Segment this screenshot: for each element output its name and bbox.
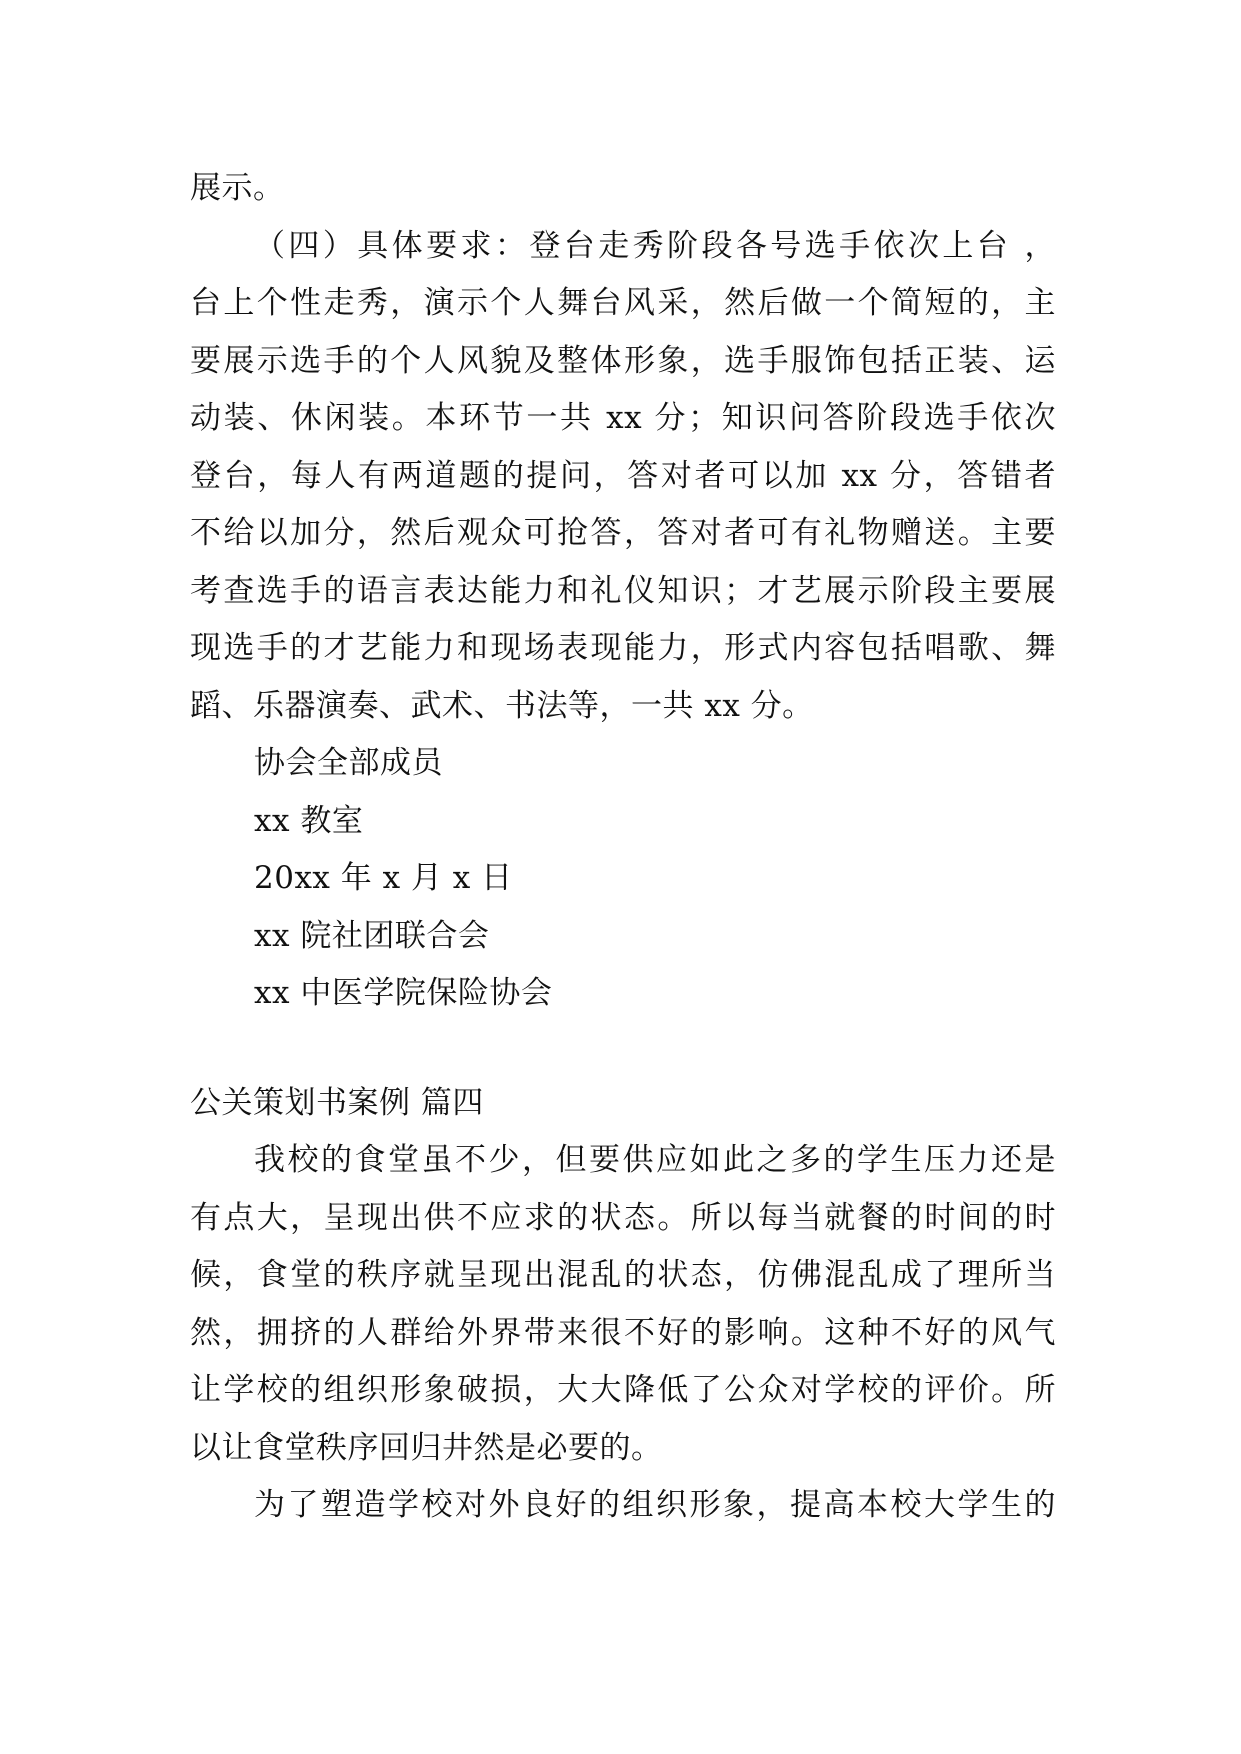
text-line: 考查选手的语言表达能力和礼仪知识；才艺展示阶段主要展 — [190, 572, 1056, 609]
info-location: xx 教室 — [254, 802, 364, 839]
section-heading: 公关策划书案例 篇四 — [190, 1084, 484, 1121]
info-list — [190, 735, 1056, 1023]
info-participants: 协会全部成员 — [254, 745, 443, 781]
info-organizer: xx 院社团联合会 — [254, 917, 490, 954]
text-line: 动装、休闲装。本环节一共 xx 分；知识问答阶段选手依次 — [190, 400, 1056, 436]
paragraph-canteen — [190, 1132, 1056, 1477]
text-line: 蹈、乐器演奏、武术、书法等，一共 xx 分。 — [190, 687, 814, 724]
text-line: 然，拥挤的人群给外界带来很不好的影响。这种不好的风气 — [190, 1314, 1056, 1351]
text-line: 让学校的组织形象破损，大大降低了公众对学校的评价。所 — [190, 1372, 1056, 1408]
text-line: 现选手的才艺能力和现场表现能力，形式内容包括唱歌、舞 — [190, 630, 1056, 666]
text-line: （四）具体要求：登台走秀阶段各号选手依次上台 ， — [254, 227, 1056, 264]
document-body — [190, 160, 1056, 1535]
text-line: 为了塑造学校对外良好的组织形象，提高本校大学生的 — [254, 1487, 1056, 1523]
text-line: 有点大，呈现出供不应求的状态。所以每当就餐的时间的时 — [190, 1199, 1056, 1236]
paragraph-requirements — [190, 160, 1056, 735]
text-line: 展示。 — [190, 170, 285, 206]
text-line: 候，食堂的秩序就呈现出混乱的状态，仿佛混乱成了理所当 — [190, 1257, 1056, 1293]
text-line: 我校的食堂虽不少，但要供应如此之多的学生压力还是 — [254, 1142, 1056, 1178]
info-host: xx 中医学院保险协会 — [254, 975, 553, 1011]
text-line: 以让食堂秩序回归井然是必要的。 — [190, 1429, 663, 1466]
text-line: 要展示选手的个人风貌及整体形象，选手服饰包括正装、运 — [190, 342, 1056, 379]
text-line: 不给以加分，然后观众可抢答，答对者可有礼物赠送。主要 — [190, 515, 1056, 551]
info-date: 20xx 年 x 月 x 日 — [254, 860, 513, 896]
section-gap — [190, 1023, 1056, 1075]
paragraph-image — [190, 1477, 1056, 1535]
text-line: 台上个性走秀，演示个人舞台风采，然后做一个简短的，主 — [190, 285, 1056, 321]
text-line: 登台，每人有两道题的提问，答对者可以加 xx 分，答错者 — [190, 457, 1056, 494]
